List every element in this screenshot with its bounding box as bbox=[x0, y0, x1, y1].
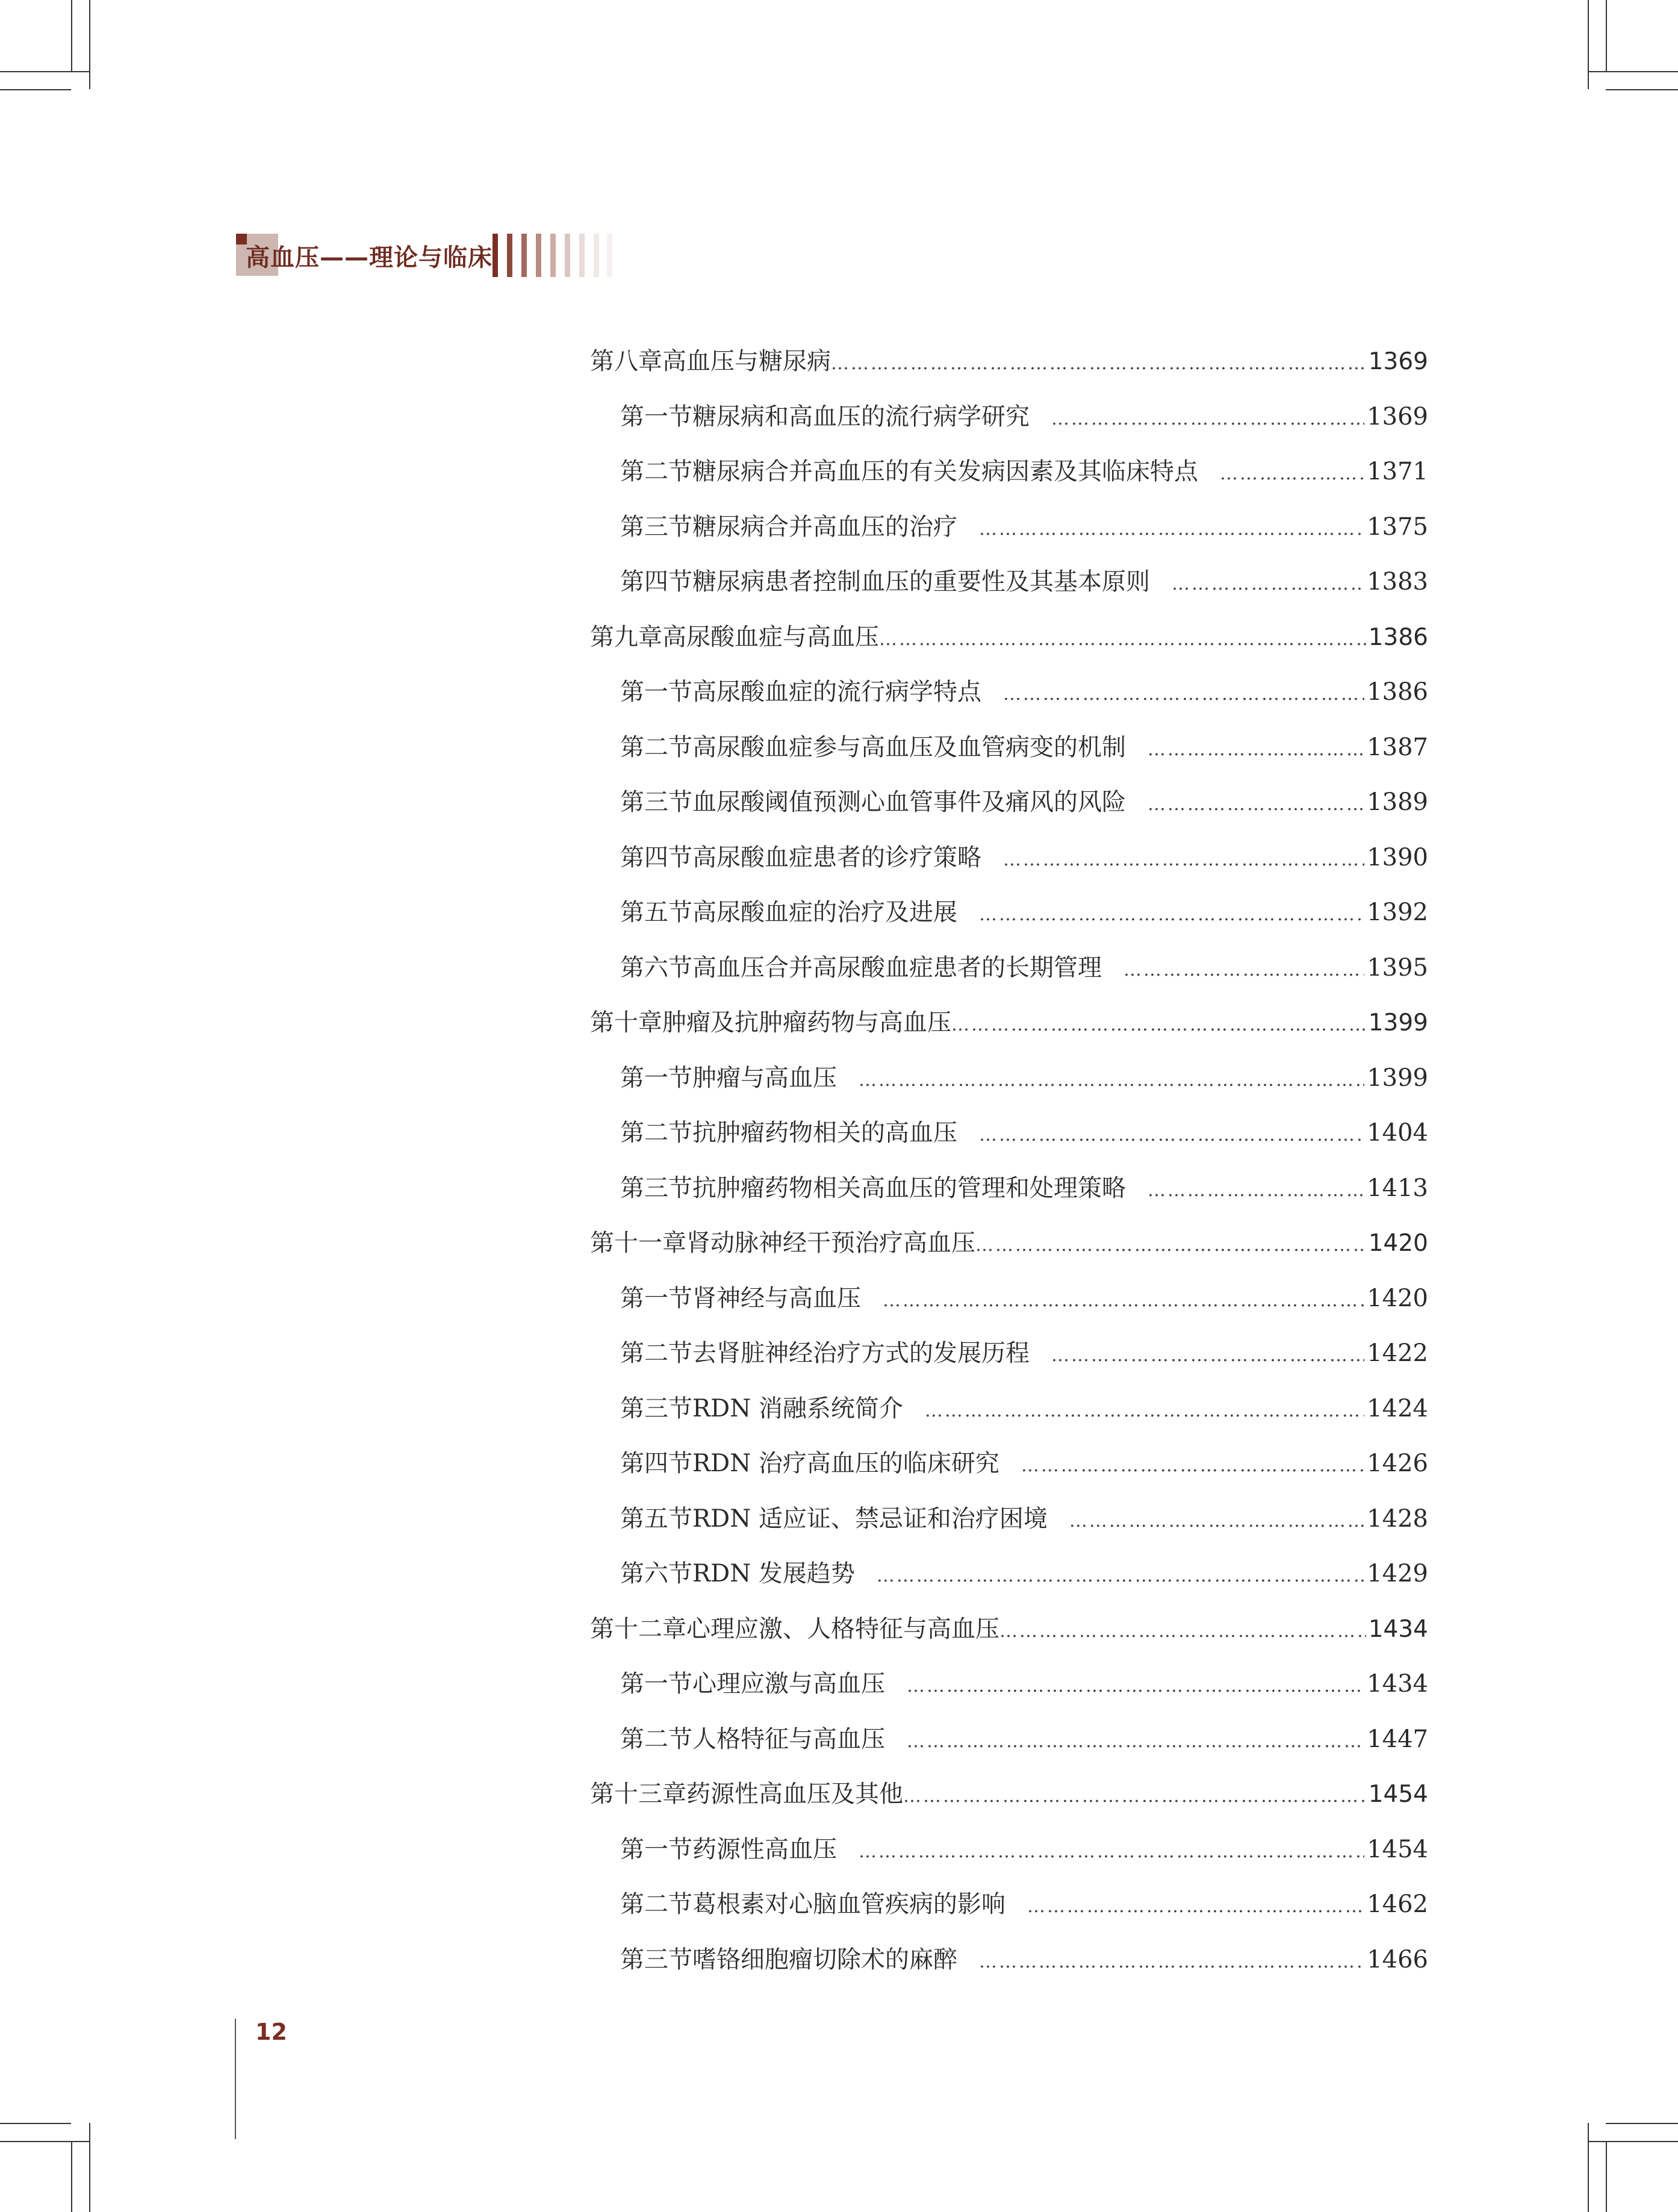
toc-section-entry[interactable] bbox=[620, 951, 1428, 985]
toc-entry-number: 第四节 bbox=[620, 844, 692, 871]
toc-entry-number: 第一节 bbox=[620, 1670, 692, 1698]
toc-entry-title: 药源性高血压 bbox=[692, 1836, 837, 1863]
toc-entry-page: 1371 bbox=[1367, 458, 1428, 485]
toc-chapter-entry[interactable] bbox=[590, 620, 1428, 654]
toc-entry-number: 第一节 bbox=[620, 1836, 692, 1863]
page-number-rule bbox=[235, 2019, 236, 2139]
toc-entry-title: 肿瘤及抗肿瘤药物与高血压 bbox=[662, 1009, 951, 1036]
toc-entry-page: 1390 bbox=[1367, 844, 1428, 871]
toc-section-entry[interactable] bbox=[620, 1061, 1428, 1095]
toc-entry-page: 1387 bbox=[1367, 734, 1428, 761]
running-title: 高血压——理论与临床 bbox=[246, 244, 493, 272]
toc-entry-title: 抗肿瘤药物相关高血压的管理和处理策略 bbox=[692, 1174, 1126, 1202]
toc-entry-title: 高尿酸血症的治疗及进展 bbox=[692, 899, 957, 926]
toc-entry-title: 肿瘤与高血压 bbox=[692, 1064, 837, 1092]
toc-entry-title: 药源性高血压及其他 bbox=[686, 1780, 903, 1808]
toc-leader-dots bbox=[877, 1559, 1364, 1593]
toc-entry-number: 第六节 bbox=[620, 1560, 692, 1587]
toc-entry-title: 血尿酸阈值预测心血管事件及痛风的风险 bbox=[692, 788, 1126, 816]
toc-entry-page: 1434 bbox=[1368, 1616, 1428, 1643]
toc-section-entry[interactable] bbox=[620, 785, 1428, 819]
toc-leader-dots bbox=[1148, 1174, 1364, 1207]
toc-entry-title: 嗜铬细胞瘤切除术的麻醉 bbox=[692, 1946, 957, 1974]
toc-entry-title: 高血压与糖尿病 bbox=[662, 347, 831, 375]
toc-entry-number: 第四节 bbox=[620, 1450, 692, 1477]
toc-leader-dots bbox=[907, 1725, 1364, 1759]
toc-entry-title: RDN 治疗高血压的临床研究 bbox=[692, 1450, 999, 1477]
toc-leader-dots bbox=[1021, 1449, 1364, 1483]
toc-entry-number: 第三节 bbox=[620, 1174, 692, 1202]
toc-entry-title: 糖尿病患者控制血压的重要性及其基本原则 bbox=[692, 568, 1150, 596]
toc-entry-number: 第十三章 bbox=[590, 1780, 686, 1808]
toc-leader-dots bbox=[1051, 402, 1364, 436]
toc-leader-dots bbox=[1051, 1339, 1364, 1372]
toc-section-entry[interactable] bbox=[620, 1557, 1428, 1590]
toc-section-entry[interactable] bbox=[620, 731, 1428, 764]
toc-entry-page: 1399 bbox=[1368, 1009, 1428, 1036]
toc-leader-dots bbox=[1148, 788, 1364, 821]
toc-entry-page: 1466 bbox=[1367, 1946, 1428, 1974]
toc-leader-dots bbox=[859, 1064, 1364, 1097]
toc-entry-page: 1395 bbox=[1367, 954, 1428, 982]
toc-entry-title: RDN 发展趋势 bbox=[692, 1560, 855, 1587]
toc-entry-page: 1404 bbox=[1367, 1119, 1428, 1147]
toc-leader-dots bbox=[1003, 843, 1364, 877]
toc-entry-page: 1369 bbox=[1368, 348, 1428, 375]
toc-leader-dots bbox=[883, 1284, 1364, 1318]
toc-section-entry[interactable] bbox=[620, 1171, 1428, 1205]
toc-chapter-entry[interactable] bbox=[590, 344, 1428, 378]
toc-leader-dots bbox=[979, 512, 1364, 546]
toc-entry-number: 第五节 bbox=[620, 1505, 692, 1533]
toc-entry-title: 肾动脉神经干预治疗高血压 bbox=[686, 1229, 975, 1257]
toc-entry-number: 第三节 bbox=[620, 788, 692, 816]
toc-entry-page: 1375 bbox=[1367, 513, 1428, 541]
toc-entry-page: 1386 bbox=[1367, 678, 1428, 706]
toc-entry-number: 第二节 bbox=[620, 734, 692, 761]
toc-section-entry[interactable] bbox=[620, 1887, 1428, 1921]
toc-section-entry[interactable] bbox=[620, 1447, 1428, 1480]
toc-section-entry[interactable] bbox=[620, 1116, 1428, 1150]
toc-section-entry[interactable] bbox=[620, 1722, 1428, 1756]
toc-entry-title: 糖尿病和高血压的流行病学研究 bbox=[692, 403, 1030, 431]
toc-entry-page: 1434 bbox=[1367, 1670, 1428, 1698]
toc-leader-dots bbox=[1123, 953, 1364, 987]
toc-section-entry[interactable] bbox=[620, 1282, 1428, 1315]
toc-section-entry[interactable] bbox=[620, 675, 1428, 709]
toc-section-entry[interactable] bbox=[620, 400, 1428, 434]
toc-chapter-entry[interactable] bbox=[590, 1777, 1428, 1811]
toc-entry-title: 人格特征与高血压 bbox=[692, 1725, 885, 1753]
toc-entry-number: 第十章 bbox=[590, 1009, 662, 1036]
toc-section-entry[interactable] bbox=[620, 510, 1428, 544]
toc-entry-number: 第一节 bbox=[620, 1285, 692, 1312]
toc-entry-number: 第三节 bbox=[620, 513, 692, 541]
toc-entry-number: 第二节 bbox=[620, 458, 692, 485]
toc-entry-title: 抗肿瘤药物相关的高血压 bbox=[692, 1119, 957, 1147]
toc-entry-title: 去肾脏神经治疗方式的发展历程 bbox=[692, 1339, 1030, 1367]
toc-entry-page: 1428 bbox=[1367, 1505, 1428, 1533]
toc-entry-title: 高尿酸血症参与高血压及血管病变的机制 bbox=[692, 734, 1126, 761]
toc-entry-title: 心理应激与高血压 bbox=[692, 1670, 885, 1698]
toc-leader-dots bbox=[1027, 1890, 1364, 1924]
toc-entry-title: 糖尿病合并高血压的有关发病因素及其临床特点 bbox=[692, 458, 1198, 485]
toc-entry-number: 第五节 bbox=[620, 899, 692, 926]
toc-section-entry[interactable] bbox=[620, 565, 1428, 599]
toc-entry-page: 1429 bbox=[1367, 1560, 1428, 1587]
toc-entry-title: 心理应激、人格特征与高血压 bbox=[686, 1615, 999, 1643]
toc-entry-title: RDN 适应证、禁忌证和治疗困境 bbox=[692, 1505, 1048, 1533]
toc-entry-page: 1454 bbox=[1367, 1836, 1428, 1863]
toc-leader-dots bbox=[1172, 567, 1364, 601]
toc-entry-page: 1422 bbox=[1367, 1339, 1428, 1367]
toc-leader-dots bbox=[979, 898, 1364, 932]
toc-leader-dots bbox=[925, 1394, 1364, 1428]
toc-entry-title: 高血压合并高尿酸血症患者的长期管理 bbox=[692, 954, 1102, 982]
toc-section-entry[interactable] bbox=[620, 455, 1428, 488]
toc-entry-page: 1420 bbox=[1368, 1230, 1428, 1257]
toc-leader-dots bbox=[831, 347, 1366, 381]
toc-entry-number: 第六节 bbox=[620, 954, 692, 982]
toc-entry-number: 第八章 bbox=[590, 347, 662, 375]
toc-entry-page: 1389 bbox=[1367, 788, 1428, 816]
toc-section-entry[interactable] bbox=[620, 896, 1428, 929]
toc-leader-dots bbox=[1069, 1504, 1364, 1538]
toc-leader-dots bbox=[903, 1780, 1366, 1813]
toc-entry-title: 葛根素对心脑血管疾病的影响 bbox=[692, 1890, 1005, 1918]
toc-leader-dots bbox=[907, 1669, 1364, 1703]
toc-entry-page: 1420 bbox=[1367, 1285, 1428, 1312]
toc-chapter-entry[interactable] bbox=[590, 1006, 1428, 1039]
toc-leader-dots bbox=[951, 1008, 1366, 1042]
toc-entry-page: 1369 bbox=[1367, 403, 1428, 431]
toc-section-entry[interactable] bbox=[620, 1943, 1428, 1977]
toc-entry-page: 1424 bbox=[1367, 1395, 1428, 1422]
toc-entry-number: 第一节 bbox=[620, 1064, 692, 1092]
toc-leader-dots bbox=[859, 1835, 1364, 1869]
toc-entry-page: 1462 bbox=[1367, 1890, 1428, 1918]
toc-entry-number: 第九章 bbox=[590, 623, 662, 651]
toc-entry-page: 1426 bbox=[1367, 1450, 1428, 1477]
toc-entry-number: 第四节 bbox=[620, 568, 692, 596]
toc-entry-page: 1383 bbox=[1367, 568, 1428, 596]
toc-entry-title: RDN 消融系统简介 bbox=[692, 1395, 903, 1422]
toc-section-entry[interactable] bbox=[620, 841, 1428, 874]
toc-leader-dots bbox=[1003, 678, 1364, 711]
toc-leader-dots bbox=[1148, 733, 1364, 767]
page-number: 12 bbox=[255, 2019, 287, 2045]
toc-section-entry[interactable] bbox=[620, 1392, 1428, 1425]
toc-entry-page: 1447 bbox=[1367, 1725, 1428, 1753]
toc-entry-title: 高尿酸血症的流行病学特点 bbox=[692, 678, 981, 706]
toc-entry-page: 1454 bbox=[1368, 1781, 1428, 1808]
toc-chapter-entry[interactable] bbox=[590, 1226, 1428, 1260]
toc-entry-number: 第一节 bbox=[620, 678, 692, 706]
toc-leader-dots bbox=[999, 1615, 1366, 1648]
toc-leader-dots bbox=[975, 1229, 1366, 1262]
toc-entry-page: 1413 bbox=[1367, 1174, 1428, 1202]
toc-entry-title: 糖尿病合并高血压的治疗 bbox=[692, 513, 957, 541]
toc-leader-dots bbox=[1220, 457, 1364, 491]
toc-entry-number: 第十二章 bbox=[590, 1615, 686, 1643]
toc-entry-number: 第二节 bbox=[620, 1725, 692, 1753]
toc-section-entry[interactable] bbox=[620, 1502, 1428, 1536]
toc-entry-number: 第十一章 bbox=[590, 1229, 686, 1257]
toc-entry-number: 第一节 bbox=[620, 403, 692, 431]
toc-entry-page: 1399 bbox=[1367, 1064, 1428, 1092]
toc-entry-number: 第三节 bbox=[620, 1946, 692, 1974]
toc-leader-dots bbox=[879, 623, 1366, 656]
toc-entry-page: 1392 bbox=[1367, 899, 1428, 926]
toc-entry-page: 1386 bbox=[1368, 624, 1428, 651]
toc-entry-title: 高尿酸血症与高血压 bbox=[662, 623, 879, 651]
toc-chapter-entry[interactable] bbox=[590, 1612, 1428, 1646]
toc-leader-dots bbox=[979, 1118, 1364, 1152]
toc-entry-number: 第三节 bbox=[620, 1395, 692, 1422]
toc-entry-number: 第二节 bbox=[620, 1339, 692, 1367]
toc-entry-number: 第二节 bbox=[620, 1890, 692, 1918]
toc-section-entry[interactable] bbox=[620, 1833, 1428, 1866]
toc-entry-number: 第二节 bbox=[620, 1119, 692, 1147]
toc-section-entry[interactable] bbox=[620, 1336, 1428, 1370]
toc-entry-title: 高尿酸血症患者的诊疗策略 bbox=[692, 844, 981, 871]
toc-entry-title: 肾神经与高血压 bbox=[692, 1285, 861, 1312]
toc-leader-dots bbox=[979, 1945, 1364, 1979]
toc-section-entry[interactable] bbox=[620, 1667, 1428, 1701]
